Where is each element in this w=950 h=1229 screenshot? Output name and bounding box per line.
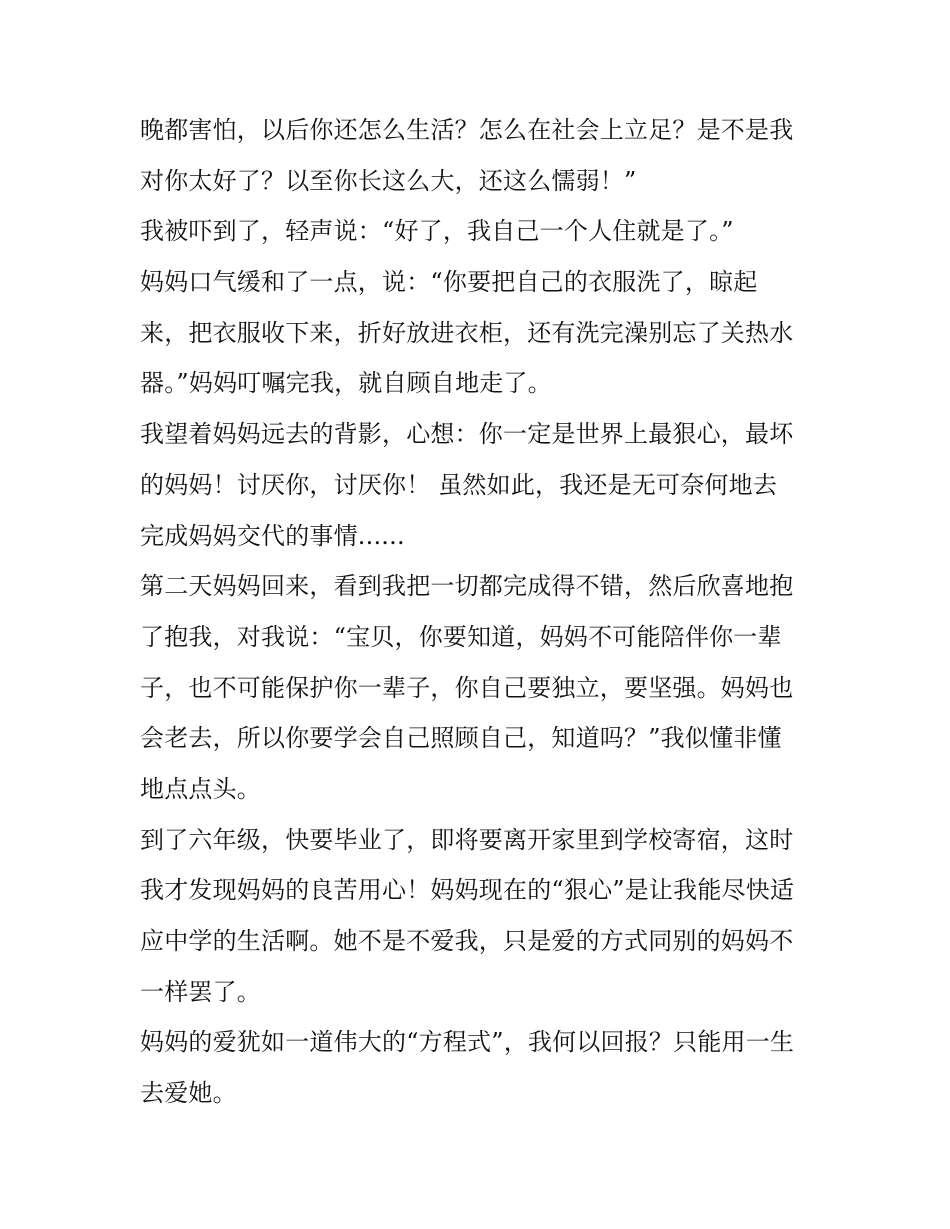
text-line: 到了六年级，快要毕业了，即将要离开家里到学校寄宿，这时 xyxy=(140,825,794,854)
text-line: 来，把衣服收下来，折好放进衣柜，还有洗完澡别忘了关热水 xyxy=(140,318,794,347)
text-line: 我被吓到了，轻声说：“好了，我自己一个人住就是了。” xyxy=(140,217,734,246)
text-line: 地点点头。 xyxy=(140,774,261,803)
text-line: 对你太好了？以至你长这么大，还这么懦弱！” xyxy=(140,166,637,195)
text-line: 妈妈的爱犹如一道伟大的“方程式”，我何以回报？只能用一生 xyxy=(140,1028,795,1057)
essay-body xyxy=(140,105,820,1119)
text-line: 我才发现妈妈的良苦用心！妈妈现在的“狠心”是让我能尽快适 xyxy=(140,876,795,905)
text-line: 会老去，所以你要学会自己照顾自己，知道吗？”我似懂非懂 xyxy=(140,724,782,753)
text-line: 器。”妈妈叮嘱完我，就自顾自地走了。 xyxy=(140,369,552,398)
text-line: 应中学的生活啊。她不是不爱我，只是爱的方式同别的妈妈不 xyxy=(140,927,794,955)
text-line: 完成妈妈交代的事情...... xyxy=(140,521,405,550)
text-line: 晚都害怕，以后你还怎么生活？怎么在社会上立足？是不是我 xyxy=(140,116,794,144)
text-line: 一样罢了。 xyxy=(140,977,261,1006)
text-line: 了抱我，对我说：“宝贝，你要知道，妈妈不可能陪伴你一辈 xyxy=(140,622,782,651)
text-line: 我望着妈妈远去的背影，心想：你一定是世界上最狠心，最坏 xyxy=(140,420,794,449)
text-line: 去爱她。 xyxy=(140,1079,237,1108)
text-line: 的妈妈！讨厌你，讨厌你！ 虽然如此，我还是无可奈何地去 xyxy=(140,470,778,499)
text-line: 妈妈口气缓和了一点，说：“你要把自己的衣服洗了，晾起 xyxy=(140,268,758,297)
text-line: 第二天妈妈回来，看到我把一切都完成得不错，然后欣喜地抱 xyxy=(140,572,794,601)
text-line: 子，也不可能保护你一辈子，你自己要独立，要坚强。妈妈也 xyxy=(140,673,794,702)
